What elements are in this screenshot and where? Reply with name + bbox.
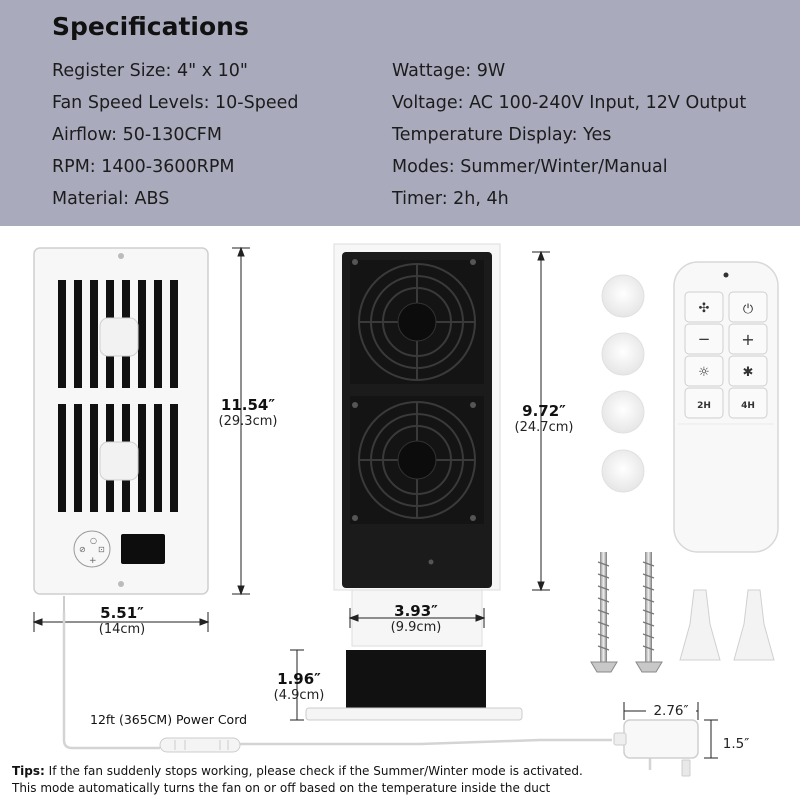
- duct-depth-inches: 1.96″: [277, 670, 321, 688]
- fan-speed-icon: ✣: [698, 301, 710, 316]
- felt-pads: [602, 275, 644, 492]
- power-cord-label: 12ft (365CM) Power Cord: [90, 712, 248, 727]
- tips-line-1: If the fan suddenly stops working, please check if the Summer/Winter mode is activated.: [48, 764, 583, 778]
- spec-temperature-display: Temperature Display: Yes: [392, 125, 612, 145]
- back-width-label: [378, 602, 454, 635]
- svg-text:○: ○: [90, 536, 97, 545]
- back-height-label: [504, 402, 584, 435]
- summer-mode-icon: ☼: [698, 365, 710, 380]
- remote-timer-4h-label: 4H: [741, 401, 755, 411]
- front-register: [34, 248, 208, 612]
- front-width-inches: 5.51″: [100, 604, 144, 622]
- spec-timer: Timer: 2h, 4h: [392, 189, 509, 209]
- back-height-cm: (24.7cm): [514, 420, 574, 435]
- winter-mode-icon: ✱: [742, 365, 754, 380]
- back-height-inches: 9.72″: [522, 402, 566, 420]
- spec-airflow: Airflow: 50-130CFM: [52, 125, 222, 145]
- adapter-width-label: 2.76″: [646, 703, 696, 719]
- front-height-cm: (29.3cm): [218, 414, 278, 429]
- remote-control: [674, 262, 778, 552]
- spec-material: Material: ABS: [52, 189, 170, 209]
- spec-rpm: RPM: 1400-3600RPM: [52, 157, 235, 177]
- svg-text:⊡: ⊡: [98, 545, 105, 554]
- front-height-inches: 11.54″: [220, 396, 276, 414]
- duct-depth-label: [266, 670, 332, 703]
- register-flange: [306, 708, 522, 720]
- adapter-height-label: 1.5″: [722, 736, 750, 752]
- spec-register-size: Register Size: 4" x 10": [52, 61, 248, 81]
- tips-note: [12, 763, 792, 797]
- plus-icon: +: [741, 330, 755, 349]
- front-height-label: [212, 396, 284, 429]
- back-width-cm: (9.9cm): [390, 620, 442, 635]
- minus-icon: −: [697, 330, 711, 348]
- svg-text:⊘: ⊘: [79, 545, 86, 554]
- remote-timer-2h-label: 2H: [697, 401, 711, 411]
- power-icon: ⏻: [742, 302, 754, 317]
- specifications-title: Specifications: [52, 12, 249, 41]
- back-width-inches: 3.93″: [394, 602, 438, 620]
- front-temperature-display: [121, 534, 165, 564]
- front-width-cm: (14cm): [98, 622, 146, 637]
- screws: [591, 552, 662, 672]
- tips-line-2: This mode automatically turns the fan on or off based on the temperature inside the duct: [12, 781, 551, 795]
- tips-label: Tips:: [12, 764, 45, 778]
- spec-fan-speed: Fan Speed Levels: 10-Speed: [52, 93, 299, 113]
- front-width-label: [86, 604, 158, 637]
- back-fan-unit: [306, 244, 522, 720]
- spec-modes: Modes: Summer/Winter/Manual: [392, 157, 668, 177]
- duct-depth-cm: (4.9cm): [273, 688, 325, 703]
- wall-anchors: [680, 590, 774, 660]
- svg-text:+: +: [89, 556, 97, 566]
- spec-voltage: Voltage: AC 100-240V Input, 12V Output: [392, 93, 747, 113]
- duct-collar: [346, 650, 486, 708]
- spec-wattage: Wattage: 9W: [392, 61, 506, 81]
